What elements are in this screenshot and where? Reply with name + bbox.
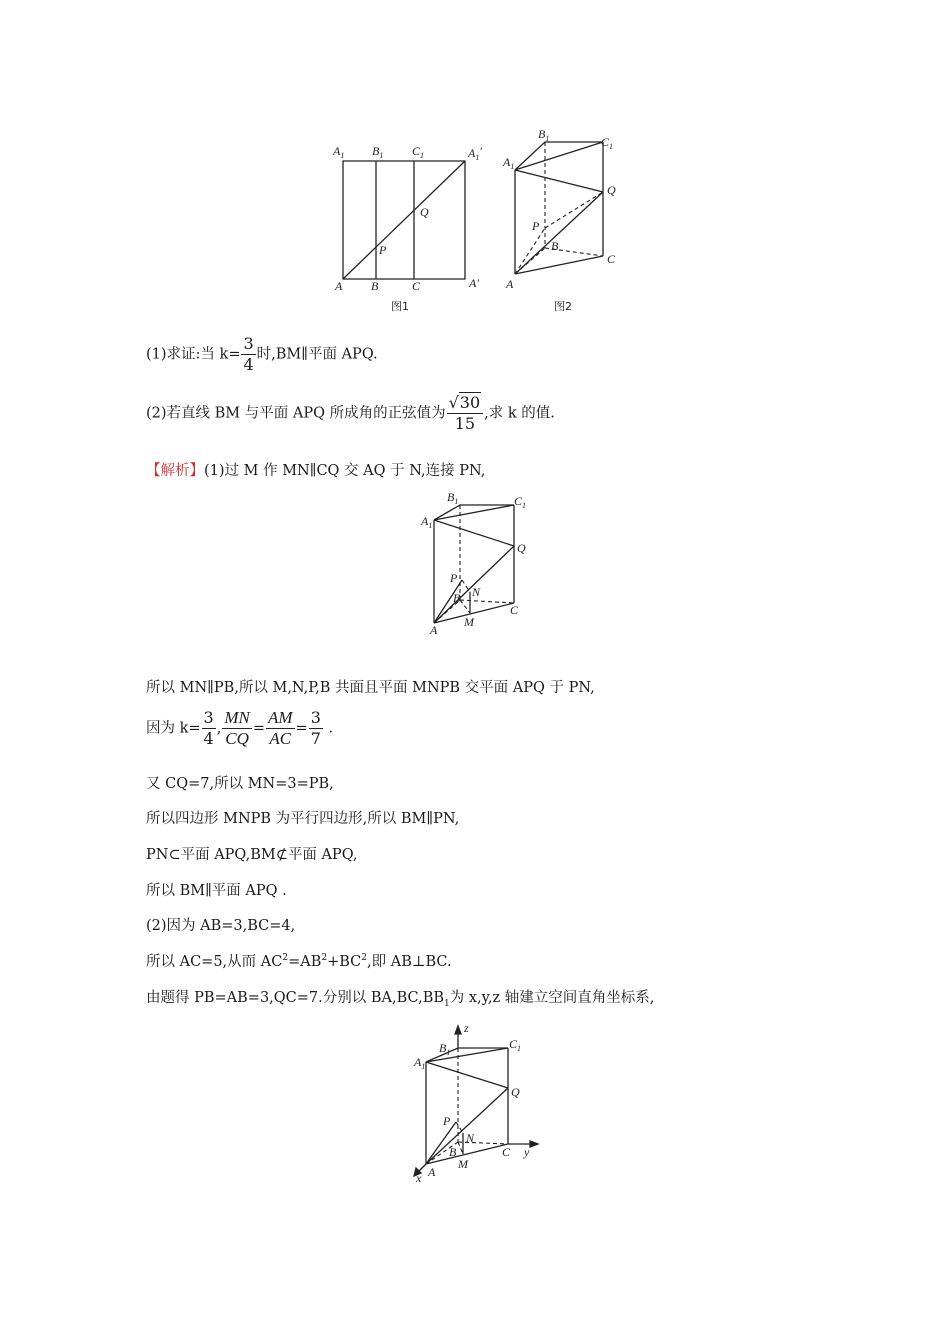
- label-x: x: [416, 1171, 422, 1185]
- solution-line-7: 所以 BM∥平面 APQ .: [146, 883, 287, 899]
- solution-line-9: [146, 950, 452, 971]
- label-b1: $B_1$: [439, 1041, 451, 1057]
- q1-denominator: 4: [243, 355, 254, 374]
- label-p: P: [379, 243, 387, 257]
- label-c1: $C_1$: [514, 494, 527, 510]
- label-a-prime: A′: [469, 276, 479, 290]
- y-axis-arrow: [530, 1141, 538, 1147]
- label-b: B: [449, 1145, 457, 1159]
- label-b1: $B_1$: [447, 490, 459, 506]
- label-b1: $B_1$: [372, 144, 384, 160]
- label-q: Q: [607, 183, 616, 197]
- hidden-edge-pq: [545, 192, 603, 228]
- solution-line-8: (2)因为 AB=3,BC=4,: [146, 918, 296, 934]
- label-a: A: [335, 279, 343, 293]
- label-a1: $A_1$: [414, 1055, 426, 1071]
- label-c: C: [502, 1145, 511, 1159]
- label-q: Q: [420, 205, 429, 219]
- solution-line-2: 所以 MN∥PB,所以 M,N,P,B 共面且平面 MNPB 交平面 APQ 于 PN,: [146, 680, 595, 696]
- s9-part-c: +BC: [327, 954, 362, 970]
- s3-f2-num: MN: [224, 708, 250, 727]
- hidden-edge-bm: [460, 600, 470, 613]
- s3-fraction-3-7: [309, 708, 323, 749]
- q1-suffix: 时,BM∥平面 APQ.: [256, 346, 378, 363]
- s3-f1-num: 3: [203, 708, 214, 727]
- label-c: C: [607, 252, 616, 266]
- s9-part-b: =AB: [288, 954, 322, 970]
- label-a1: $A_1$: [421, 514, 433, 530]
- solution-tag: 【解析】: [146, 463, 204, 479]
- s3-f3-den: AC: [269, 729, 292, 748]
- edge-a1q: [426, 1062, 508, 1088]
- solution-line-10: [146, 986, 654, 1009]
- q2-fraction: [447, 393, 484, 434]
- q1-numerator: 3: [243, 334, 254, 353]
- s3-fraction-am-ac: [266, 708, 295, 749]
- label-c1: $C_1$: [601, 135, 614, 151]
- s9-sup-2: 2: [321, 953, 328, 964]
- s9-sup-3: 2: [361, 953, 367, 964]
- figure-2-caption: 图2: [554, 300, 572, 313]
- q2-numerator: √30: [447, 393, 484, 414]
- solution-step-1: (1)过 M 作 MN∥CQ 交 AQ 于 N,连接 PN,: [204, 463, 486, 479]
- s3-comma: ,: [216, 720, 222, 737]
- label-a1: $A_1$: [333, 144, 345, 160]
- edge-aq: [515, 192, 603, 274]
- label-b: B: [551, 239, 559, 253]
- label-b: B: [371, 279, 379, 293]
- label-n: N: [466, 1131, 475, 1145]
- label-a1: $A_1$: [503, 155, 515, 171]
- label-q: Q: [517, 541, 526, 555]
- solution-line-4: 又 CQ=7,所以 MN=3=PB,: [146, 776, 334, 792]
- s3-prefix: 因为 k=: [146, 720, 201, 737]
- question-1: [146, 334, 378, 375]
- figure-3-svg: [418, 488, 548, 638]
- q2-prefix: (2)若直线 BM 与平面 APQ 所成角的正弦值为: [146, 405, 446, 422]
- diagonal-aa1p: [343, 161, 465, 279]
- edge-aq: [426, 1088, 508, 1164]
- figure-2-prism: [500, 128, 630, 318]
- label-n: N: [472, 585, 481, 599]
- label-z: z: [464, 1021, 469, 1035]
- label-a1-prime: $A_1'$: [468, 144, 482, 162]
- figure-1-svg: [325, 140, 505, 320]
- label-b: B: [453, 591, 461, 605]
- s10-part-b: 为 x,y,z 轴建立空间直角坐标系,: [449, 990, 655, 1006]
- label-b1: $B_1$: [538, 127, 550, 143]
- s9-part-d: ,即 AB⊥BC.: [367, 954, 452, 970]
- figure-4-coordinate-system: [410, 1018, 550, 1188]
- label-p: P: [532, 219, 540, 233]
- solution-line-5: 所以四边形 MNPB 为平行四边形,所以 BM∥PN,: [146, 811, 460, 827]
- s3-f4-num: 3: [310, 708, 321, 727]
- q2-denominator: 15: [454, 414, 476, 433]
- q2-suffix: ,求 k 的值.: [484, 405, 555, 422]
- s3-f2-den: CQ: [225, 729, 249, 748]
- hidden-edge-bm: [458, 1142, 463, 1154]
- label-m: M: [464, 615, 474, 629]
- s10-sub: 1: [444, 998, 450, 1009]
- question-2: [146, 393, 555, 434]
- label-c: C: [510, 603, 519, 617]
- label-q: Q: [511, 1085, 520, 1099]
- s3-equals-1: =: [252, 720, 265, 737]
- s3-f3-num: AM: [268, 708, 293, 727]
- solution-line-1: [146, 459, 485, 480]
- label-a: A: [428, 1165, 436, 1179]
- s10-part-a: 由题得 PB=AB=3,QC=7.分别以 BA,BC,BB: [146, 990, 445, 1006]
- label-m: M: [458, 1157, 468, 1171]
- edge-a1q: [434, 520, 514, 546]
- label-c1: $C_1$: [509, 1037, 522, 1053]
- figure-1-unfolded-rectangle: [325, 140, 505, 320]
- figure-2-svg: [500, 128, 630, 318]
- hidden-edge-bc: [460, 600, 514, 603]
- s3-fraction-mn-cq: [222, 708, 252, 749]
- s3-fraction-3-4: [202, 708, 216, 749]
- label-p: P: [450, 571, 458, 585]
- label-p: P: [443, 1114, 451, 1128]
- edge-a1q: [515, 170, 603, 192]
- solution-line-3: [146, 708, 333, 749]
- label-a: A: [430, 623, 438, 637]
- figure-3-prism-with-mn: [418, 488, 548, 638]
- label-c1: $C_1$: [412, 144, 425, 160]
- s3-f4-den: 7: [310, 729, 321, 748]
- s9-part-a: 所以 AC=5,从而 AC: [146, 954, 283, 970]
- solution-line-6: PN⊂平面 APQ,BM⊄平面 APQ,: [146, 847, 358, 863]
- label-a: A: [506, 277, 514, 291]
- s3-f1-den: 4: [203, 729, 214, 748]
- s3-equals-2: =: [295, 720, 308, 737]
- s3-end: .: [323, 720, 334, 737]
- q1-fraction: [241, 334, 255, 375]
- q1-prefix: (1)求证:当 k=: [146, 346, 241, 363]
- label-c: C: [412, 279, 421, 293]
- q2-radicand: 30: [459, 393, 481, 412]
- label-y: y: [524, 1145, 530, 1159]
- s9-sup-1: 2: [282, 953, 289, 964]
- figure-1-caption: 图1: [391, 300, 409, 313]
- z-axis-arrow: [455, 1026, 461, 1034]
- edge-ac: [515, 256, 603, 274]
- figure-4-svg: [410, 1018, 550, 1188]
- edge-a1c1: [515, 142, 603, 170]
